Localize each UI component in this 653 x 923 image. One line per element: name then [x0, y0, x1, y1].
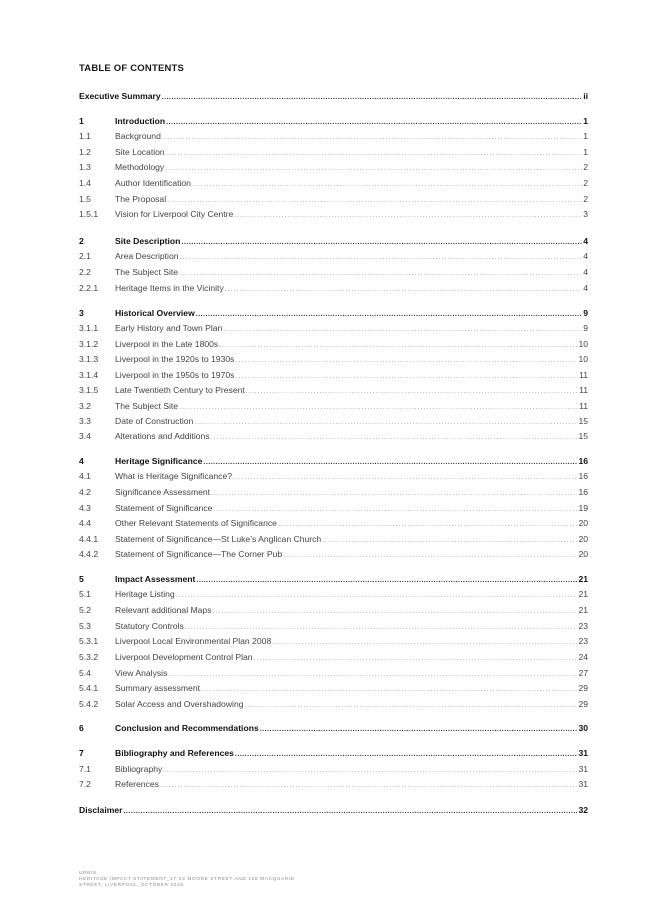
toc-entry[interactable]: [79, 368, 588, 382]
toc-entry-title: References: [115, 779, 159, 789]
toc-dot-leader: [272, 636, 577, 650]
toc-entry-number: 2.1: [79, 251, 91, 261]
toc-dot-leader: [160, 779, 577, 793]
toc-entry-number: 3.1.3: [79, 354, 99, 364]
toc-entry-number: 5.4.1: [79, 683, 99, 693]
toc-dot-leader: [162, 91, 583, 105]
toc-entry-page-number: 29: [578, 699, 588, 709]
toc-entry-title: Vision for Liverpool City Centre: [115, 209, 234, 219]
toc-entry-page-number: 16: [578, 487, 588, 497]
toc-entry-title: Other Relevant Statements of Significance: [115, 518, 277, 528]
toc-entry-page-number: 9: [583, 323, 588, 333]
toc-entry-page-number: 1: [583, 131, 588, 141]
toc-entry[interactable]: [79, 399, 588, 413]
toc-dot-leader: [278, 518, 578, 532]
toc-entry[interactable]: [79, 207, 588, 221]
toc-entry-page-number: 9: [583, 308, 588, 318]
toc-entry-number: 7.1: [79, 764, 91, 774]
toc-entry-page-number: 24: [578, 652, 588, 662]
toc-entry[interactable]: [79, 777, 588, 791]
toc-entry-title: Significance Assessment: [115, 487, 211, 497]
toc-entry[interactable]: [79, 721, 588, 735]
toc-dot-leader: [163, 764, 577, 778]
toc-entry[interactable]: [79, 429, 588, 443]
toc-entry-number: 3.2: [79, 401, 91, 411]
toc-entry-title: The Subject Site: [115, 401, 179, 411]
toc-entry-title: Statutory Controls: [115, 621, 184, 631]
toc-entry-number: 4.4.1: [79, 534, 99, 544]
toc-entry-title: Conclusion and Recommendations: [115, 723, 259, 733]
toc-entry-page-number: 4: [583, 251, 588, 261]
toc-entry-title: Bibliography: [115, 764, 163, 774]
toc-entry-title: Background: [115, 131, 161, 141]
toc-entry-page-number: 3: [583, 209, 588, 219]
toc-dot-leader: [196, 574, 577, 588]
toc-entry-page-number: 11: [579, 385, 588, 395]
toc-dot-leader: [167, 194, 582, 208]
toc-dot-leader: [322, 534, 577, 548]
toc-entry[interactable]: [79, 454, 588, 468]
toc-dot-leader: [179, 267, 582, 281]
toc-dot-leader: [234, 209, 582, 223]
toc-entry-title: Introduction: [115, 116, 166, 126]
toc-entry-number: 4: [79, 456, 84, 466]
toc-entry-title: The Proposal: [115, 194, 167, 204]
toc-dot-leader: [180, 251, 583, 265]
toc-dot-leader: [211, 487, 577, 501]
toc-entry-title: What is Heritage Significance?: [115, 471, 233, 481]
toc-dot-leader: [260, 723, 578, 737]
toc-dot-leader: [233, 471, 577, 485]
toc-entry[interactable]: [79, 192, 588, 206]
toc-entry-number: 3.3: [79, 416, 91, 426]
toc-dot-leader: [235, 748, 578, 762]
toc-entry-number: 2: [79, 236, 84, 246]
toc-entry-number: 4.2: [79, 487, 91, 497]
toc-entry-page-number: 29: [578, 683, 588, 693]
toc-entry[interactable]: [79, 485, 588, 499]
toc-entry[interactable]: [79, 114, 588, 128]
toc-dot-leader: [211, 431, 578, 445]
footer-company: URBIS: [79, 871, 97, 876]
toc-entry-title: Solar Access and Overshadowing: [115, 699, 244, 709]
toc-entry-number: 6: [79, 723, 84, 733]
toc-entry[interactable]: [79, 572, 588, 586]
toc-entry-page-number: 16: [578, 471, 588, 481]
toc-entry[interactable]: [79, 321, 588, 335]
toc-dot-leader: [223, 323, 582, 337]
toc-dot-leader: [201, 683, 577, 697]
toc-entry-page-number: 20: [578, 534, 588, 544]
toc-entry-page-number: 21: [578, 589, 588, 599]
toc-entry-number: 3.1.5: [79, 385, 99, 395]
toc-entry-title: Historical Overview: [115, 308, 195, 318]
toc-entry[interactable]: [79, 587, 588, 601]
toc-dot-leader: [225, 283, 582, 297]
toc-dot-leader: [203, 456, 577, 470]
toc-dot-leader: [166, 116, 582, 130]
toc-entry-title: Alterations and Additions: [115, 431, 210, 441]
toc-entry-number: 3.1.4: [79, 370, 99, 380]
toc-entry-number: 3.1.2: [79, 339, 99, 349]
toc-entry-number: 1.4: [79, 178, 91, 188]
toc-entry-page-number: 21: [578, 605, 588, 615]
toc-entry[interactable]: [79, 129, 588, 143]
toc-entry-number: 5.4: [79, 668, 91, 678]
toc-entry-number: 3.4: [79, 431, 91, 441]
toc-dot-leader: [179, 401, 578, 415]
toc-entry-page-number: 2: [583, 194, 588, 204]
toc-entry-page-number: 31: [578, 779, 588, 789]
toc-entry[interactable]: [79, 383, 588, 397]
toc-entry[interactable]: [79, 145, 588, 159]
toc-entry-page-number: 11: [579, 370, 588, 380]
toc-entry-page-number: 11: [579, 401, 588, 411]
toc-entry[interactable]: [79, 532, 588, 546]
toc-dot-leader: [185, 621, 578, 635]
toc-entry[interactable]: [79, 803, 588, 817]
toc-entry[interactable]: [79, 681, 588, 695]
toc-entry-number: 5.3: [79, 621, 91, 631]
toc-entry-page-number: 27: [578, 668, 588, 678]
toc-entry-title: Bibliography and References: [115, 748, 234, 758]
toc-entry-title: Relevant additional Maps: [115, 605, 212, 615]
toc-dot-leader: [176, 589, 578, 603]
toc-entry-page-number: 23: [578, 636, 588, 646]
toc-entry-number: 4.1: [79, 471, 91, 481]
toc-entry-page-number: 31: [578, 748, 588, 758]
toc-entry[interactable]: [79, 176, 588, 190]
toc-entry[interactable]: [79, 89, 588, 103]
toc-entry-page-number: 21: [578, 574, 588, 584]
toc-dot-leader: [194, 416, 577, 430]
toc-entry-number: 4.4.2: [79, 549, 99, 559]
toc-entry-title: Disclaimer: [79, 805, 123, 815]
toc-entry-title: Liverpool in the 1920s to 1930s: [115, 354, 235, 364]
toc-entry-number: 5.3.1: [79, 636, 99, 646]
toc-entry-title: Site Description: [115, 236, 181, 246]
toc-entry-number: 2.2.1: [79, 283, 99, 293]
toc-entry-title: Heritage Items in the Vicinity: [115, 283, 224, 293]
toc-entry-page-number: 31: [578, 764, 588, 774]
toc-heading: TABLE OF CONTENTS: [79, 63, 185, 74]
toc-entry-number: 3: [79, 308, 84, 318]
toc-entry[interactable]: [79, 603, 588, 617]
toc-entry-number: 4.3: [79, 503, 91, 513]
toc-entry-title: Liverpool in the Late 1800s: [115, 339, 219, 349]
toc-entry-page-number: 4: [583, 283, 588, 293]
toc-entry[interactable]: [79, 666, 588, 680]
toc-entry[interactable]: [79, 160, 588, 174]
toc-entry-number: 1.5.1: [79, 209, 99, 219]
toc-entry-number: 5.2: [79, 605, 91, 615]
toc-entry[interactable]: [79, 234, 588, 248]
toc-entry-number: 5.3.2: [79, 652, 99, 662]
toc-entry[interactable]: [79, 516, 588, 530]
toc-entry-number: 5: [79, 574, 84, 584]
toc-entry-page-number: 30: [578, 723, 588, 733]
toc-entry-page-number: 1: [583, 116, 588, 126]
toc-entry-page-number: ii: [583, 91, 588, 101]
toc-entry-number: 7: [79, 748, 84, 758]
toc-entry-number: 1.2: [79, 147, 91, 157]
toc-entry-number: 5.1: [79, 589, 91, 599]
toc-entry-title: The Subject Site: [115, 267, 179, 277]
footer-document-title: HERITAGE IMPACT STATEMENT_17-23 MOORE STREET AND 108 MACQUARIE: [79, 877, 295, 882]
toc-entry-page-number: 2: [583, 162, 588, 172]
toc-entry-number: 7.2: [79, 779, 91, 789]
toc-entry[interactable]: [79, 697, 588, 711]
toc-dot-leader: [166, 147, 583, 161]
toc-entry-number: 3.1.1: [79, 323, 99, 333]
toc-entry-page-number: 2: [583, 178, 588, 188]
toc-entry-page-number: 10: [578, 339, 588, 349]
toc-dot-leader: [235, 370, 578, 384]
toc-entry-title: Statement of Significance—St Luke’s Anglican Church: [115, 534, 322, 544]
toc-entry-number: 1.3: [79, 162, 91, 172]
toc-entry-number: 1.1: [79, 131, 91, 141]
toc-dot-leader: [213, 503, 577, 517]
toc-entry[interactable]: [79, 650, 588, 664]
toc-entry[interactable]: [79, 501, 588, 515]
toc-entry-page-number: 15: [578, 416, 588, 426]
toc-entry-number: 2.2: [79, 267, 91, 277]
toc-entry[interactable]: [79, 762, 588, 776]
toc-entry-title: Area Description: [115, 251, 179, 261]
toc-entry-title: Executive Summary: [79, 91, 161, 101]
toc-entry[interactable]: [79, 281, 588, 295]
toc-entry-page-number: 32: [578, 805, 588, 815]
toc-dot-leader: [245, 699, 578, 713]
toc-entry-page-number: 16: [578, 456, 588, 466]
toc-entry-title: Date of Construction: [115, 416, 194, 426]
toc-entry-title: Liverpool Development Control Plan: [115, 652, 253, 662]
toc-dot-leader: [196, 308, 582, 322]
toc-entry[interactable]: [79, 249, 588, 263]
toc-entry-page-number: 20: [578, 518, 588, 528]
toc-entry[interactable]: [79, 265, 588, 279]
toc-entry-title: Heritage Listing: [115, 589, 175, 599]
toc-entry-title: Impact Assessment: [115, 574, 196, 584]
toc-entry[interactable]: [79, 414, 588, 428]
toc-entry-title: Author Identification: [115, 178, 191, 188]
toc-entry-number: 4.4: [79, 518, 91, 528]
page-footer: [79, 871, 295, 889]
toc-entry-page-number: 23: [578, 621, 588, 631]
toc-entry-number: 1.5: [79, 194, 91, 204]
toc-entry-title: Site Location: [115, 147, 165, 157]
toc-entry-title: Liverpool Local Environmental Plan 2008: [115, 636, 272, 646]
toc-entry-title: Statement of Significance—The Corner Pub: [115, 549, 283, 559]
toc-entry[interactable]: [79, 746, 588, 760]
toc-entry[interactable]: [79, 634, 588, 648]
toc-entry-page-number: 1: [583, 147, 588, 157]
toc-dot-leader: [162, 131, 582, 145]
toc-entry-title: View Analysis: [115, 668, 168, 678]
footer-document-subtitle: STREET, LIVERPOOL_OCTOBER 2018: [79, 883, 184, 888]
toc-entry-title: Methodology: [115, 162, 165, 172]
toc-entry-page-number: 4: [583, 236, 588, 246]
toc-dot-leader: [246, 385, 578, 399]
toc-entry[interactable]: [79, 619, 588, 633]
toc-dot-leader: [123, 805, 577, 819]
toc-entry-page-number: 10: [578, 354, 588, 364]
toc-entry[interactable]: [79, 352, 588, 366]
toc-entry[interactable]: [79, 337, 588, 351]
toc-dot-leader: [213, 605, 578, 619]
toc-entry-number: 5.4.2: [79, 699, 99, 709]
toc-entry-title: Late Twentieth Century to Present: [115, 385, 245, 395]
toc-entry-title: Liverpool in the 1950s to 1970s: [115, 370, 235, 380]
toc-dot-leader: [165, 162, 582, 176]
toc-entry[interactable]: [79, 547, 588, 561]
toc-dot-leader: [181, 236, 582, 250]
toc-entry-page-number: 4: [583, 267, 588, 277]
toc-entry[interactable]: [79, 306, 588, 320]
toc-entry-page-number: 19: [578, 503, 588, 513]
toc-entry-title: Statement of Significance: [115, 503, 213, 513]
toc-entry[interactable]: [79, 469, 588, 483]
toc-entry-title: Early History and Town Plan: [115, 323, 223, 333]
toc-entry-title: Heritage Significance: [115, 456, 203, 466]
toc-entry-page-number: 15: [578, 431, 588, 441]
toc-entry-number: 1: [79, 116, 84, 126]
toc-dot-leader: [235, 354, 577, 368]
toc-dot-leader: [168, 668, 577, 682]
toc-dot-leader: [192, 178, 582, 192]
toc-entry-title: Summary assessment: [115, 683, 201, 693]
toc-dot-leader: [254, 652, 578, 666]
toc-dot-leader: [219, 339, 577, 353]
toc-dot-leader: [283, 549, 577, 563]
toc-entry-page-number: 20: [578, 549, 588, 559]
